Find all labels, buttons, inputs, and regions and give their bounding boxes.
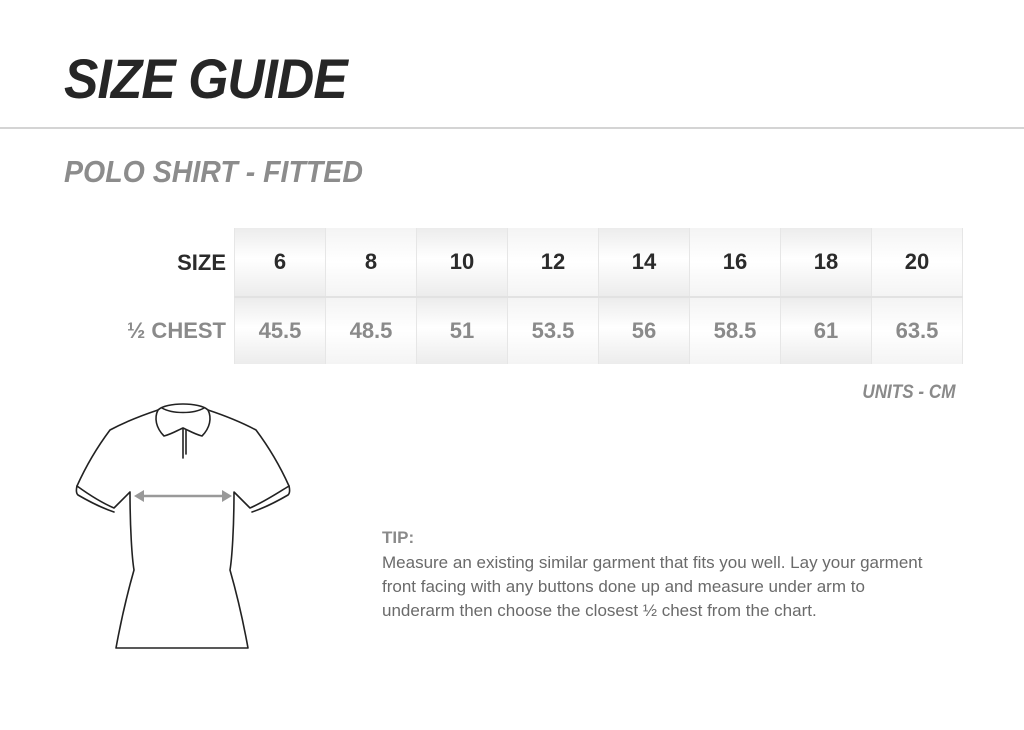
- chest-cell: 58.5: [690, 297, 781, 364]
- chest-measure-arrow: [134, 490, 232, 502]
- chest-cell: 45.5: [235, 297, 326, 364]
- size-cell: 18: [781, 228, 872, 297]
- size-chart-table: [120, 228, 963, 364]
- chest-row-header: ½ CHEST: [126, 317, 226, 343]
- units-label: UNITS - CM: [861, 382, 955, 403]
- chest-cell: 61: [781, 297, 872, 364]
- chest-row: [120, 297, 963, 364]
- size-cell: 10: [417, 228, 508, 297]
- size-cell: 20: [872, 228, 963, 297]
- size-cell: 6: [235, 228, 326, 297]
- product-subtitle: POLO SHIRT - FITTED: [64, 154, 363, 189]
- chest-cell: 53.5: [508, 297, 599, 364]
- tip-label: TIP:: [382, 528, 415, 547]
- tip-text: Measure an existing similar garment that fits you well. Lay your garment front facing with any buttons done up and measure under arm to underarm then choose the closest ½ chest from the chart.: [382, 553, 923, 620]
- size-cell: 14: [599, 228, 690, 297]
- chest-cell: 56: [599, 297, 690, 364]
- size-row: [120, 228, 963, 297]
- title-divider: [0, 127, 1024, 129]
- chest-cell: 48.5: [326, 297, 417, 364]
- size-row-header: SIZE: [177, 249, 226, 275]
- size-cell: 12: [508, 228, 599, 297]
- chest-cell: 63.5: [872, 297, 963, 364]
- size-cell: 8: [326, 228, 417, 297]
- chest-cell: 51: [417, 297, 508, 364]
- size-cell: 16: [690, 228, 781, 297]
- polo-shirt-illustration: [70, 398, 296, 654]
- page-title: SIZE GUIDE: [64, 47, 347, 110]
- collar-inner: [162, 408, 204, 413]
